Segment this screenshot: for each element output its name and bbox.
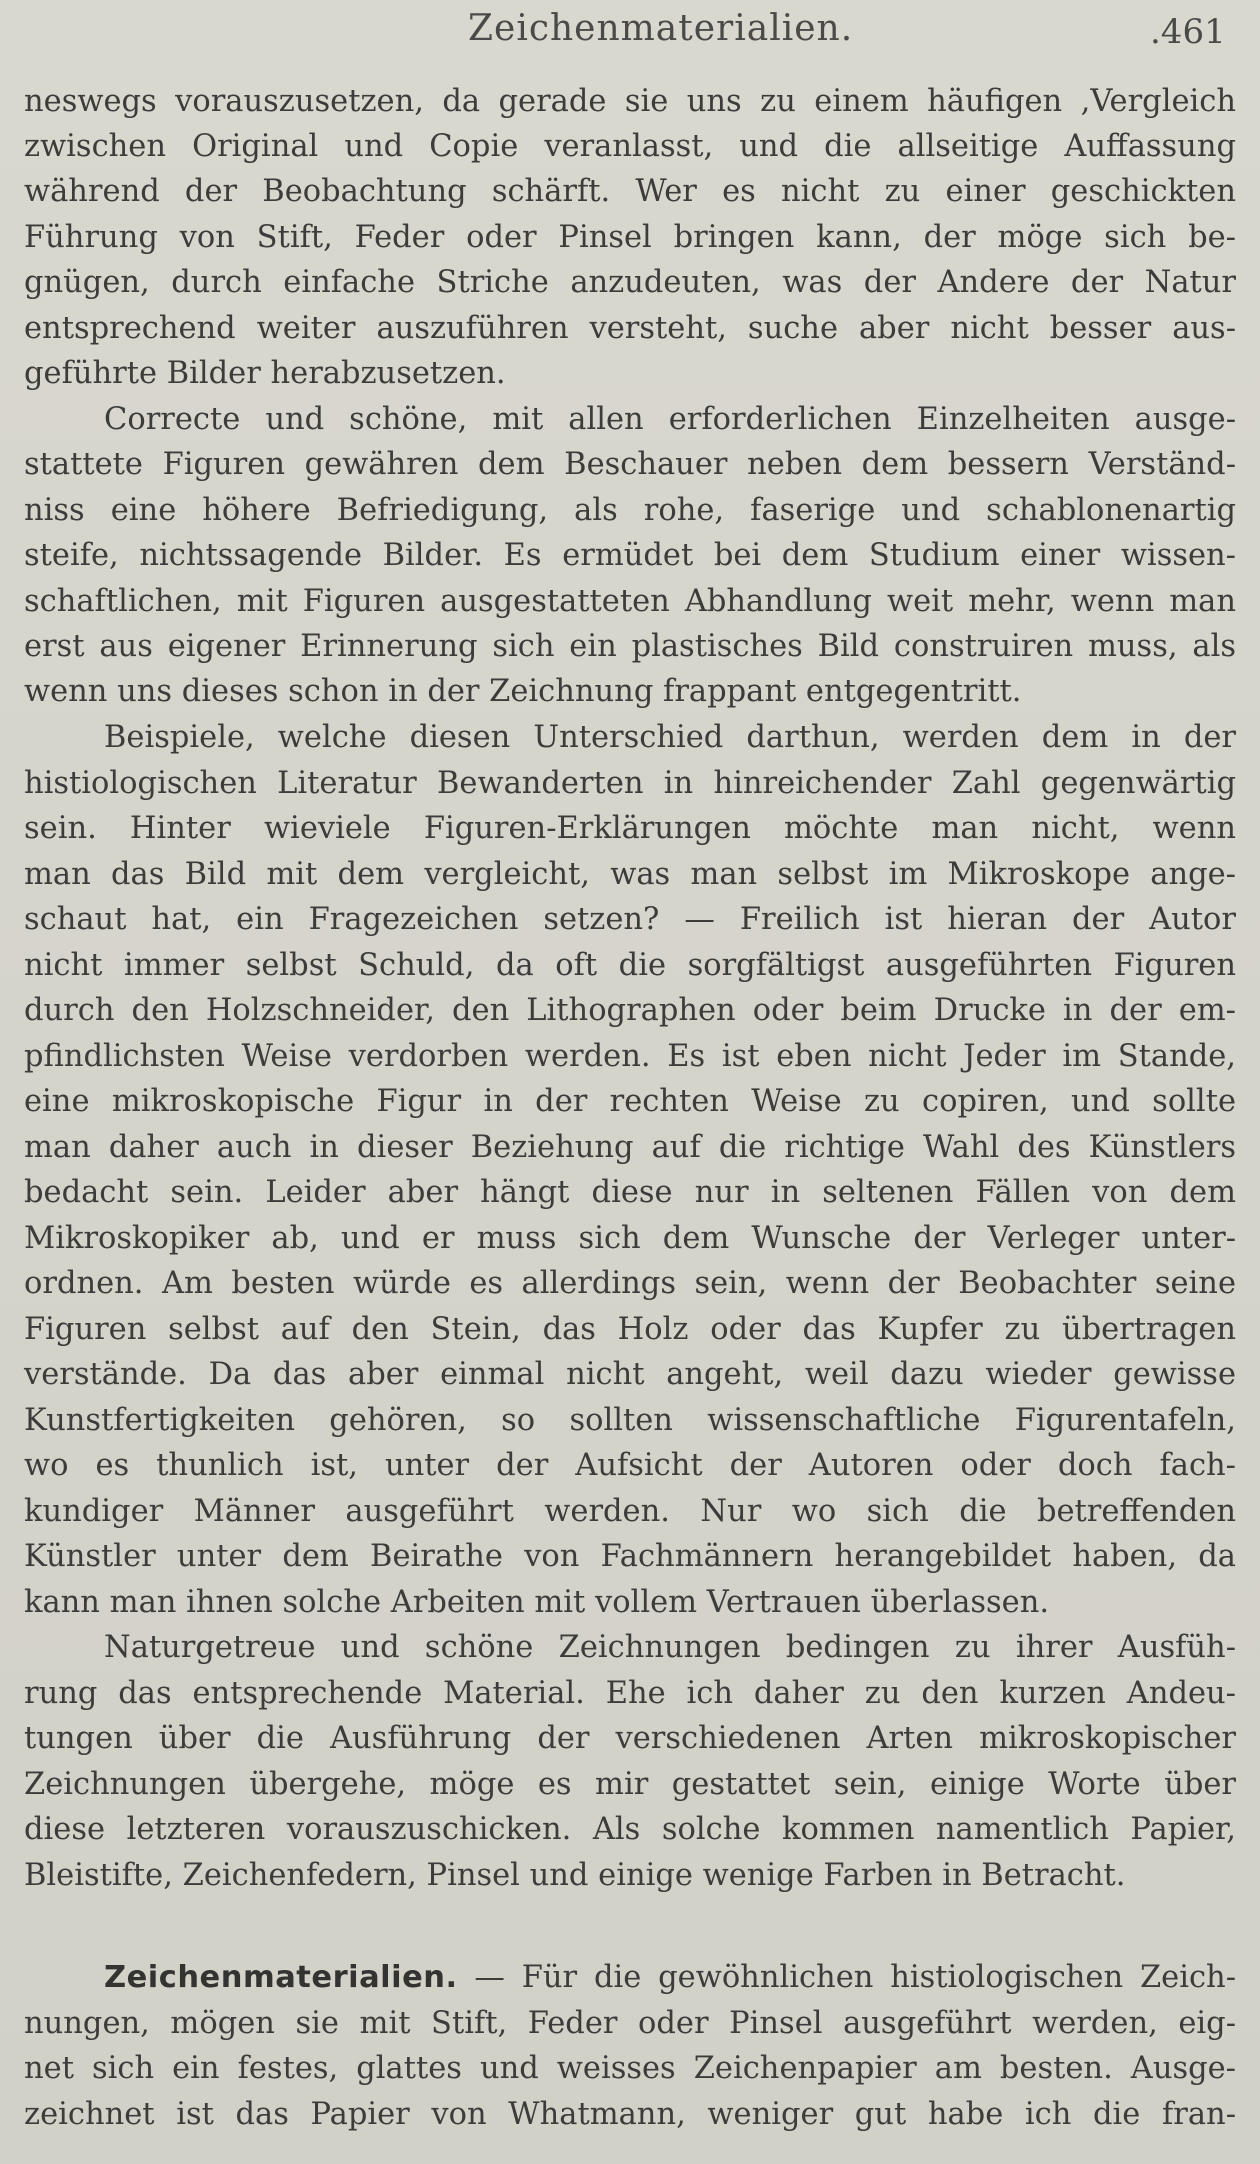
text-line: ordnen. Am besten würde es allerdings sein, wenn der Beobachter seine	[24, 1266, 1236, 1301]
text-line: Correcte und schöne, mit allen erforderlichen Einzelheiten ausge-	[104, 402, 1236, 437]
text-line: man daher auch in dieser Beziehung auf die richtige Wahl des Künstlers	[24, 1130, 1236, 1165]
running-title: Zeichenmaterialien.	[468, 8, 854, 49]
running-head	[0, 8, 1260, 58]
text-line: durch den Holzschneider, den Lithographen oder beim Drucke in der em-	[24, 993, 1236, 1028]
text-line: erst aus eigener Erinnerung sich ein plastisches Bild construiren muss, als	[24, 629, 1236, 664]
text-line: zeichnet ist das Papier von Whatmann, weniger gut habe ich die fran-	[24, 2097, 1236, 2132]
text-line: zwischen Original und Copie veranlasst, und die allseitige Auffassung	[24, 129, 1236, 164]
text-line: bedacht sein. Leider aber hängt diese nur in seltenen Fällen von dem	[24, 1175, 1236, 1210]
text-line: neswegs vorauszusetzen, da gerade sie uns zu einem häufigen ,Vergleich	[24, 84, 1236, 119]
page-number: .461	[1150, 12, 1226, 52]
text-line: niss eine höhere Befriedigung, als rohe, faserige und schablonenartig	[24, 493, 1236, 528]
text-line: pfindlichsten Weise verdorben werden. Es ist eben nicht Jeder im Stande,	[24, 1039, 1236, 1074]
text-line: rung das entsprechende Material. Ehe ich daher zu den kurzen Andeu-	[24, 1676, 1236, 1711]
text-line: man das Bild mit dem vergleicht, was man selbst im Mikroskope ange-	[24, 857, 1236, 892]
text-line: Künstler unter dem Beirathe von Fachmännern herangebildet haben, da	[24, 1539, 1236, 1574]
text-line: net sich ein festes, glattes und weisses Zeichenpapier am besten. Ausge-	[24, 2051, 1236, 2086]
text-line: gnügen, durch einfache Striche anzudeuten, was der Andere der Natur	[24, 265, 1236, 300]
text-line: steife, nichtssagende Bilder. Es ermüdet bei dem Studium einer wissen-	[24, 538, 1236, 573]
text-line: eine mikroskopische Figur in der rechten Weise zu copiren, und sollte	[24, 1084, 1236, 1119]
text-line: Figuren selbst auf den Stein, das Holz oder das Kupfer zu übertragen	[24, 1312, 1236, 1347]
text-line: wo es thunlich ist, unter der Aufsicht der Autoren oder doch fach-	[24, 1448, 1236, 1483]
section-first-line	[104, 1958, 1236, 1998]
text-line: entsprechend weiter auszuführen versteht, suche aber nicht besser aus-	[24, 311, 1236, 346]
text-line: schaftlichen, mit Figuren ausgestatteten Abhandlung weit mehr, wenn man	[24, 584, 1236, 619]
text-line: Beispiele, welche diesen Unterschied darthun, werden dem in der	[104, 720, 1236, 755]
text-line: nicht immer selbst Schuld, da oft die sorgfältigst ausgeführten Figuren	[24, 948, 1236, 983]
text-line: stattete Figuren gewähren dem Beschauer neben dem bessern Verständ-	[24, 447, 1236, 482]
text-line: histiologischen Literatur Bewanderten in hinreichender Zahl gegenwärtig	[24, 766, 1236, 801]
text-line: Führung von Stift, Feder oder Pinsel bringen kann, der möge sich be-	[24, 220, 1236, 255]
text-line: geführte Bilder herabzusetzen.	[24, 356, 506, 391]
text-line: verstände. Da das aber einmal nicht angeht, weil dazu wieder gewisse	[24, 1357, 1236, 1392]
text-line: kann man ihnen solche Arbeiten mit vollem Vertrauen überlassen.	[24, 1585, 1050, 1620]
section-heading: Zeichenmaterialien.	[104, 1960, 458, 1995]
text-line: nungen, mögen sie mit Stift, Feder oder Pinsel ausgeführt werden, eig-	[24, 2006, 1236, 2041]
text-line: sein. Hinter wieviele Figuren-Erklärungen möchte man nicht, wenn	[24, 811, 1236, 846]
text-line: während der Beobachtung schärft. Wer es nicht zu einer geschickten	[24, 174, 1236, 209]
text-line: schaut hat, ein Fragezeichen setzen? — Freilich ist hieran der Autor	[24, 902, 1236, 937]
text-line: Kunstfertigkeiten gehören, so sollten wissenschaftliche Figurentafeln,	[24, 1403, 1236, 1438]
text-line: tungen über die Ausführung der verschiedenen Arten mikroskopischer	[24, 1721, 1236, 1756]
text-line: diese letzteren vorauszuschicken. Als solche kommen namentlich Papier,	[24, 1812, 1236, 1847]
text-line: Bleistifte, Zeichenfedern, Pinsel und einige wenige Farben in Betracht.	[24, 1858, 1126, 1893]
text-line: Naturgetreue und schöne Zeichnungen bedingen zu ihrer Ausfüh-	[104, 1630, 1236, 1665]
text-line: Zeichnungen übergehe, möge es mir gestattet sein, einige Worte über	[24, 1767, 1236, 1802]
section-text: — Für die gewöhnlichen histiologischen Zeich-	[457, 1960, 1236, 1995]
text-line: Mikroskopiker ab, und er muss sich dem Wunsche der Verleger unter-	[24, 1221, 1236, 1256]
text-line: wenn uns dieses schon in der Zeichnung frappant entgegentritt.	[24, 674, 1022, 709]
text-line: kundiger Männer ausgeführt werden. Nur wo sich die betreffenden	[24, 1494, 1236, 1529]
